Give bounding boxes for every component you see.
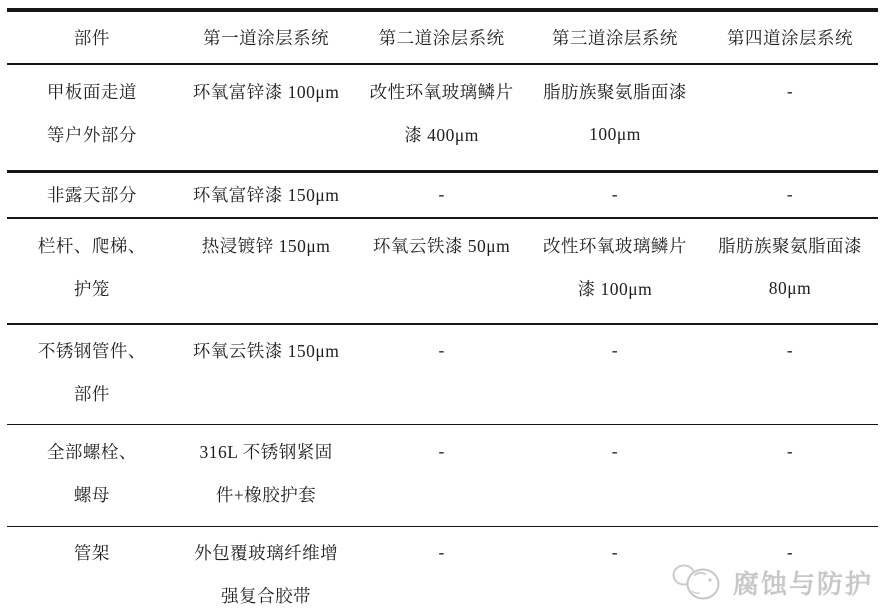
header-cell-2 [355, 12, 527, 63]
cell-line: 脂肪族聚氨脂面漆 [542, 82, 687, 102]
component-cell [7, 224, 177, 323]
cell-line: 螺母 [73, 485, 110, 505]
empty-dash: - [611, 340, 619, 360]
coating-cell [177, 329, 356, 424]
empty-dash: - [786, 441, 794, 461]
cell-line: 部件 [73, 384, 110, 404]
table-row [7, 65, 878, 170]
cell-line: 漆 400μm [404, 125, 479, 145]
component-cell [7, 430, 177, 526]
coating-cell [528, 329, 702, 424]
coating-cell [177, 173, 356, 217]
coating-cell [355, 430, 527, 526]
empty-dash: - [438, 542, 445, 562]
brand-logo-icon [670, 561, 726, 603]
table-header-row [7, 12, 878, 63]
component-cell [7, 329, 177, 424]
cell-line: 环氧云铁漆 150μm [192, 341, 340, 361]
empty-dash: - [438, 441, 445, 461]
table-row [7, 325, 878, 424]
coating-cell [177, 224, 356, 323]
coating-cell [702, 430, 878, 526]
cell-line: 强复合胶带 [221, 586, 312, 606]
coating-cell [355, 531, 527, 615]
cell-line: 等户外部分 [46, 125, 137, 145]
header-cell-4 [702, 12, 878, 63]
coating-cell [355, 173, 527, 217]
coating-cell [528, 173, 702, 217]
cell-line: 环氧富锌漆 150μm [192, 185, 340, 205]
cell-line: 栏杆、爬梯、 [37, 236, 146, 256]
coating-table [7, 8, 878, 615]
cell-line: 甲板面走道 [46, 82, 137, 102]
cell-line: 管架 [73, 543, 110, 563]
cell-line: 护笼 [73, 279, 110, 299]
table-row [7, 219, 878, 323]
cell-line: 全部螺栓、 [46, 442, 137, 462]
cell-line: 100μm [589, 124, 641, 144]
empty-dash: - [611, 441, 619, 461]
cell-line: 外包覆玻璃纤维增 [194, 543, 339, 563]
cell-line: 非露天部分 [46, 185, 137, 205]
component-cell [7, 70, 177, 170]
component-cell [7, 173, 177, 217]
cell-line: 件+橡胶护套 [215, 485, 317, 505]
coating-cell [528, 430, 702, 526]
column-label: 第二道涂层系统 [378, 28, 505, 48]
empty-dash: - [786, 81, 794, 101]
cell-line: 不锈钢管件、 [37, 341, 146, 361]
column-label: 第三道涂层系统 [551, 28, 678, 48]
coating-cell [177, 70, 356, 170]
cell-line: 改性环氧玻璃鳞片 [542, 236, 687, 256]
empty-dash: - [611, 542, 619, 562]
cell-line: 80μm [768, 278, 812, 298]
cell-line: 316L 不锈钢紧固 [199, 442, 333, 462]
coating-cell [355, 70, 527, 170]
cell-line: 漆 100μm [577, 279, 653, 299]
coating-cell [355, 329, 527, 424]
coating-cell [528, 70, 702, 170]
empty-dash: - [786, 340, 794, 360]
watermark [670, 561, 873, 603]
header-cell-0 [7, 12, 177, 63]
coating-cell [702, 173, 878, 217]
component-cell [7, 531, 177, 615]
coating-cell [177, 531, 356, 615]
coating-cell [702, 329, 878, 424]
table-row [7, 425, 878, 526]
empty-dash: - [438, 184, 445, 204]
column-label: 部件 [73, 28, 110, 48]
empty-dash: - [438, 340, 445, 360]
coating-cell [702, 70, 878, 170]
header-cell-3 [528, 12, 702, 63]
cell-line: 热浸镀锌 150μm [201, 236, 331, 256]
watermark-label: 腐蚀与防护 [732, 569, 873, 599]
header-cell-1 [177, 12, 356, 63]
coating-cell [355, 224, 527, 323]
column-label: 第一道涂层系统 [203, 28, 330, 48]
table-row [7, 173, 878, 217]
cell-line: 环氧富锌漆 100μm [192, 82, 340, 102]
coating-cell [528, 224, 702, 323]
empty-dash: - [786, 542, 794, 562]
coating-cell [702, 224, 878, 323]
cell-line: 脂肪族聚氨脂面漆 [718, 236, 862, 256]
empty-dash: - [611, 184, 619, 204]
cell-line: 环氧云铁漆 50μm [372, 236, 511, 256]
cell-line: 改性环氧玻璃鳞片 [369, 82, 514, 102]
column-label: 第四道涂层系统 [727, 28, 853, 48]
coating-cell [177, 430, 356, 526]
empty-dash: - [786, 184, 794, 204]
